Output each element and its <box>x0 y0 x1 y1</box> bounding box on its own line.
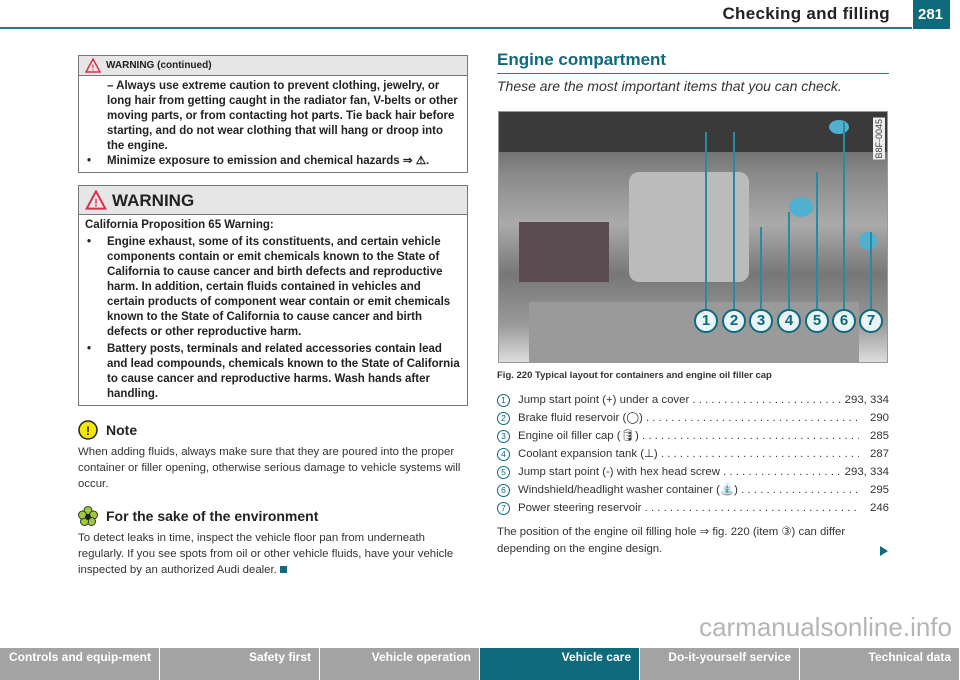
section-title: Checking and filling <box>722 4 890 23</box>
callout-leader <box>843 122 845 310</box>
callout-3: 3 <box>749 309 773 333</box>
svg-text:!: ! <box>94 197 98 210</box>
item-pages[interactable]: 293, 334 <box>841 391 889 409</box>
tab-controls-and-equipment[interactable]: Controls and equip-ment <box>0 648 160 680</box>
list-item <box>497 445 889 463</box>
hood-area <box>499 112 887 152</box>
left-column <box>78 55 470 578</box>
note-icon <box>78 420 98 440</box>
environment-title: For the sake of the environment <box>106 508 319 524</box>
page-subtitle: These are the most important items that you can check. <box>497 78 842 94</box>
callout-leader <box>733 132 735 310</box>
tab-vehicle-care[interactable]: Vehicle care <box>480 648 640 680</box>
item-pages[interactable]: 293, 334 <box>841 463 889 481</box>
item-number: 7 <box>497 502 510 515</box>
bullet-text: Minimize exposure to emission and chemical hazards ⇒ ⚠. <box>107 155 430 167</box>
warning-title: WARNING <box>112 190 195 210</box>
tab-do-it-yourself-service[interactable]: Do-it-yourself service <box>640 648 800 680</box>
warning-icon <box>85 58 101 73</box>
warning-subtitle: California Proposition 65 Warning: <box>85 219 274 231</box>
washer-cap <box>789 197 813 217</box>
list-item <box>497 409 889 427</box>
callout-leader <box>788 212 790 310</box>
page-number: 281 <box>913 0 950 29</box>
svg-text:!: ! <box>91 63 95 73</box>
tab-safety-first[interactable]: Safety first <box>160 648 320 680</box>
warning-bullet: Battery posts, terminals and related accessories contain lead and lead compounds, chemicals known to the State of California to cause cancer and reproductive harms. Wash hands after handling. <box>107 343 460 400</box>
page-title: Engine compartment <box>497 50 889 74</box>
end-marker-icon <box>280 566 287 573</box>
figure-code: B8F-0045 <box>874 119 884 159</box>
tab-technical-data[interactable]: Technical data <box>800 648 960 680</box>
reservoir-cap <box>829 120 849 134</box>
item-pages[interactable]: 295 <box>859 481 889 499</box>
item-label: Coolant expansion tank (⊥) . . . <box>518 445 859 463</box>
warning-box <box>78 185 468 406</box>
environment-text-body: To detect leaks in time, inspect the vehicle floor pan from underneath regularly. If you see spots from oil or other vehicle fluids, have your vehicle inspected by an authorized Audi dealer. <box>78 532 454 576</box>
warning-continued-box <box>78 55 468 173</box>
callout-leader <box>870 232 872 310</box>
engine-compartment-figure <box>498 111 888 363</box>
engine-design-note: The position of the engine oil filling hole ⇒ fig. 220 (item ③) can differ depending on the engine design. <box>497 526 846 555</box>
header-rule <box>0 27 912 29</box>
dash-item-text: Always use extreme caution to prevent clothing, jewelry, or long hair from getting caught in the radiator fan, V-belts or other moving parts, or from contacting hot parts. Tie back hair before starting, and do not wear clothing that will hang or droop into the engine. <box>107 80 458 152</box>
callout-leader <box>816 172 818 310</box>
callout-5: 5 <box>805 309 829 333</box>
engine-cover <box>629 172 749 282</box>
item-number: 1 <box>497 394 510 407</box>
steering-cap <box>859 232 877 250</box>
air-filter-box <box>519 222 609 282</box>
list-item <box>497 463 889 481</box>
callout-4: 4 <box>777 309 801 333</box>
item-number: 3 <box>497 430 510 443</box>
figure-caption: Fig. 220 Typical layout for containers and engine oil filler cap <box>497 370 772 381</box>
warning-icon <box>85 190 107 210</box>
item-pages[interactable]: 287 <box>859 445 889 463</box>
item-label: Power steering reservoir . . . <box>518 499 859 517</box>
component-list <box>497 391 889 517</box>
item-label: Brake fluid reservoir (◯) . . . <box>518 409 859 427</box>
item-number: 2 <box>497 412 510 425</box>
list-item <box>497 481 889 499</box>
callout-1: 1 <box>694 309 718 333</box>
list-item <box>497 499 889 517</box>
item-pages[interactable]: 290 <box>859 409 889 427</box>
note-heading <box>78 420 470 440</box>
warning-bullet: Engine exhaust, some of its constituents, and certain vehicle components contain or emit chemicals known to the State of California to cause cancer and birth defects and reproductive harm. In addition, certain fluids contained in vehicles and certain products of component wear contain or emit chemicals known to the State of California to cause cancer and birth defects or other reproductive harm. <box>107 236 451 338</box>
callout-2: 2 <box>722 309 746 333</box>
watermark: carmanualsonline.info <box>699 612 952 642</box>
item-pages[interactable]: 285 <box>859 427 889 445</box>
note-title: Note <box>106 422 138 438</box>
chapter-tabs <box>0 648 960 680</box>
item-label: Jump start point (-) with hex head screw . . . <box>518 463 841 481</box>
item-number: 5 <box>497 466 510 479</box>
item-label: Jump start point (+) under a cover . . . <box>518 391 841 409</box>
environment-text <box>78 530 470 578</box>
bullet-icon: • <box>87 343 92 355</box>
bullet-icon: • <box>87 236 92 248</box>
callout-6: 6 <box>832 309 856 333</box>
list-item <box>497 391 889 409</box>
dash-item: – Always use extreme caution to prevent clothing, jewelry, or long hair from getting caught in the radiator fan, V-belts or other moving parts, or from contacting hot parts. Tie back hair before starting, and do not wear clothing that will hang or droop into the engine. <box>107 80 458 152</box>
continue-arrow-icon[interactable] <box>880 546 888 556</box>
item-pages[interactable]: 246 <box>859 499 889 517</box>
warning-continued-title: WARNING (continued) <box>106 60 212 71</box>
environment-heading <box>78 506 470 526</box>
item-label: Engine oil filler cap (🛢) . . . <box>518 427 859 445</box>
list-item <box>497 427 889 445</box>
item-number: 6 <box>497 484 510 497</box>
item-label: Windshield/headlight washer container (⛲) . . . <box>518 481 859 499</box>
svg-text:!: ! <box>86 424 90 438</box>
callout-leader <box>705 132 707 310</box>
tab-vehicle-operation[interactable]: Vehicle operation <box>320 648 480 680</box>
note-text: When adding fluids, always make sure that they are poured into the proper container or filler opening, otherwise serious damage to vehicle systems will occur. <box>78 446 461 490</box>
flower-icon <box>78 506 98 526</box>
callout-leader <box>760 227 762 310</box>
callout-7: 7 <box>859 309 883 333</box>
item-number: 4 <box>497 448 510 461</box>
bullet-icon: • <box>87 155 92 167</box>
